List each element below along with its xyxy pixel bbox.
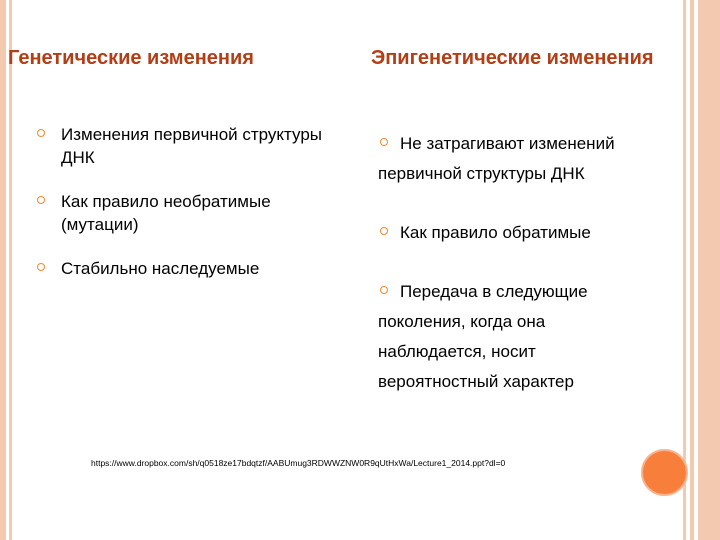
list-item-text: Как правило необратимые (мутации) [61, 192, 271, 234]
source-url-link[interactable]: https://www.dropbox.com/sh/q0518ze17bdqtzf/AABUmug3RDWWZNW0R9qUtHxWa/Lecture1_2014.ppt?dl=0 [91, 458, 506, 468]
genetic-changes-title: Генетические изменения [8, 47, 254, 69]
left-border-stripe [9, 0, 12, 540]
list-item [36, 123, 336, 169]
right-border-bar [698, 0, 720, 540]
bullet-circle-icon [380, 286, 388, 294]
orange-circle-icon [641, 449, 688, 496]
list-item-text: Передача в следующие поколения, когда она наблюдается, носит вероятностный характер [378, 282, 588, 391]
list-item [378, 129, 658, 189]
left-border-bar [0, 0, 6, 540]
epigenetic-changes-list [378, 129, 658, 397]
right-border-stripe-2 [690, 0, 694, 540]
list-item-text: Не затрагивают изменений первичной структуры ДНК [378, 134, 615, 183]
bullet-circle-icon [37, 263, 45, 271]
bullet-circle-icon [37, 196, 45, 204]
list-item [378, 218, 658, 248]
list-item-text: Как правило обратимые [400, 223, 591, 242]
bullet-circle-icon [380, 138, 388, 146]
list-item [36, 190, 336, 236]
list-item-text: Изменения первичной структуры ДНК [61, 125, 323, 167]
list-item [378, 277, 658, 397]
list-item [36, 257, 336, 280]
list-item-text: Стабильно наследуемые [61, 259, 260, 278]
epigenetic-changes-title: Эпигенетические изменения [371, 47, 654, 69]
bullet-circle-icon [37, 129, 45, 137]
genetic-changes-list [36, 123, 336, 301]
bullet-circle-icon [380, 227, 388, 235]
